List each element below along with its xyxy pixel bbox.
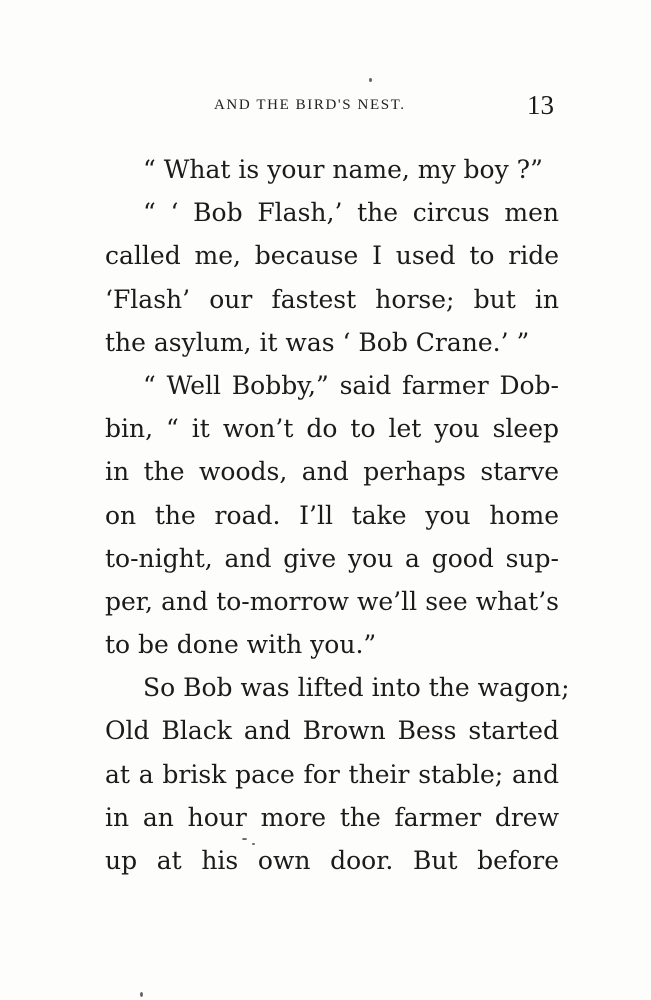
text-line: in the woods, and perhaps starve xyxy=(105,457,559,487)
text-line: at a brisk pace for their stable; and xyxy=(105,759,559,789)
text-line: per, and to-morrow we’ll see what’s xyxy=(105,586,559,616)
body-text xyxy=(105,148,570,882)
running-header-title: AND THE BIRD'S NEST. xyxy=(214,97,406,113)
text-line: ‘Flash’ our fastest horse; but in xyxy=(105,284,559,314)
text-line: up at his own door. But before xyxy=(105,846,559,875)
print-speck xyxy=(140,992,143,997)
text-line: the asylum, it was ‘ Bob Crane.’ ” xyxy=(105,327,530,357)
text-line: in an hour more the farmer drew xyxy=(105,802,559,832)
text-line: So Bob was lifted into the wagon; xyxy=(143,673,570,703)
page-number: 13 xyxy=(527,90,554,120)
text-line: to be done with you.” xyxy=(105,630,377,660)
text-line: called me, because I used to ride xyxy=(105,241,559,271)
text-line: on the road. I’ll take you home xyxy=(105,500,559,530)
text-line: bin, “ it won’t do to let you sleep xyxy=(105,414,559,444)
text-line: “ ‘ Bob Flash,’ the circus men xyxy=(143,198,559,228)
text-line: Old Black and Brown Bess started xyxy=(105,716,559,746)
print-speck xyxy=(252,843,255,845)
text-line: “ Well Bobby,” said farmer Dob- xyxy=(143,370,559,400)
text-line: “ What is your name, my boy ?” xyxy=(143,155,543,184)
print-speck xyxy=(369,78,372,82)
print-speck xyxy=(242,838,247,840)
text-line: to-night, and give you a good sup- xyxy=(105,543,559,573)
